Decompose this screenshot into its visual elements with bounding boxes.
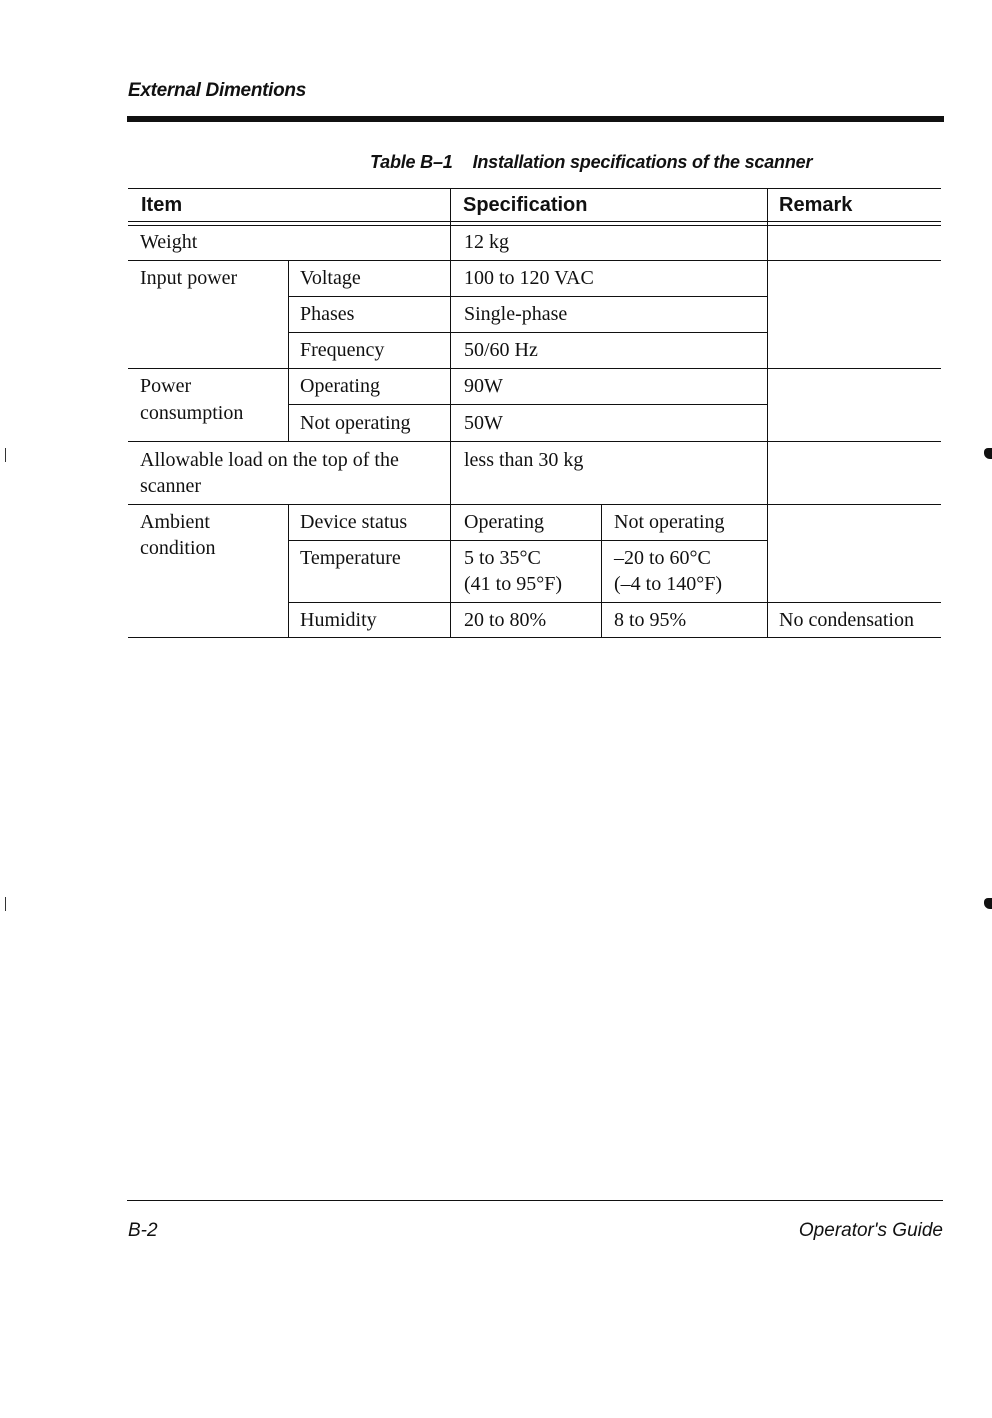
weight-label: Weight bbox=[140, 231, 198, 253]
page-number: B-2 bbox=[128, 1220, 158, 1241]
weight-value: 12 kg bbox=[464, 231, 509, 253]
device-status-label: Device status bbox=[300, 511, 408, 533]
voltage-value: 100 to 120 VAC bbox=[464, 267, 594, 289]
table-caption bbox=[370, 152, 812, 173]
document-name: Operator's Guide bbox=[798, 1220, 943, 1241]
column-rule-specification bbox=[450, 188, 451, 637]
allowable-load-label-line1: Allowable load on the top of the bbox=[140, 449, 399, 471]
row-rule-allowable-load bbox=[128, 504, 941, 505]
column-rule-not-operating bbox=[601, 504, 602, 637]
input-power-label: Input power bbox=[140, 267, 238, 289]
row-rule-voltage bbox=[288, 296, 767, 297]
row-rule-phases bbox=[288, 332, 767, 333]
column-rule-remark bbox=[767, 188, 768, 637]
row-rule-operating bbox=[288, 404, 767, 405]
column-rule-subitem-upper bbox=[288, 260, 289, 441]
device-status-not-operating: Not operating bbox=[614, 511, 725, 533]
humidity-remark: No condensation bbox=[779, 609, 914, 631]
not-operating-value: 50W bbox=[464, 412, 503, 434]
temperature-label: Temperature bbox=[300, 547, 401, 569]
row-rule-temperature bbox=[288, 602, 941, 603]
humidity-operating: 20 to 80% bbox=[464, 609, 547, 631]
power-consumption-label-line2: consumption bbox=[140, 402, 244, 424]
table-bottom-rule bbox=[128, 637, 941, 638]
operating-value: 90W bbox=[464, 375, 503, 397]
column-header-item: Item bbox=[141, 194, 183, 216]
allowable-load-value: less than 30 kg bbox=[464, 449, 584, 471]
ambient-label-line1: Ambient bbox=[140, 511, 210, 533]
power-consumption-label-line1: Power bbox=[140, 375, 192, 397]
row-rule-weight bbox=[128, 260, 941, 261]
temperature-operating-line1: 5 to 35°C bbox=[464, 547, 541, 569]
column-rule-subitem-lower bbox=[288, 504, 289, 637]
table-caption-text: Installation specifications of the scanner bbox=[472, 152, 813, 172]
table-top-rule bbox=[128, 188, 941, 189]
frequency-value: 50/60 Hz bbox=[464, 339, 538, 361]
row-rule-input-power bbox=[128, 368, 941, 369]
right-edge-mark bbox=[984, 898, 992, 909]
phases-value: Single-phase bbox=[464, 303, 568, 325]
left-edge-mark bbox=[5, 448, 6, 462]
humidity-not-operating: 8 to 95% bbox=[614, 609, 687, 631]
temperature-operating-line2: (41 to 95°F) bbox=[464, 573, 562, 595]
temperature-not-operating-line2: (–4 to 140°F) bbox=[614, 573, 722, 595]
not-operating-label: Not operating bbox=[300, 412, 411, 434]
voltage-label: Voltage bbox=[300, 267, 361, 289]
right-edge-mark bbox=[984, 448, 992, 459]
row-rule-power-consumption bbox=[128, 441, 941, 442]
ambient-label-line2: condition bbox=[140, 537, 216, 559]
humidity-label: Humidity bbox=[300, 609, 377, 631]
temperature-not-operating-line1: –20 to 60°C bbox=[614, 547, 711, 569]
section-title: External Dimentions bbox=[128, 80, 307, 101]
operating-label: Operating bbox=[300, 375, 380, 397]
table-caption-number: Table B–1 bbox=[370, 152, 453, 172]
phases-label: Phases bbox=[300, 303, 355, 325]
allowable-load-label-line2: scanner bbox=[140, 475, 202, 497]
device-status-operating: Operating bbox=[464, 511, 544, 533]
column-header-remark: Remark bbox=[779, 194, 853, 216]
column-header-specification: Specification bbox=[463, 194, 588, 216]
row-rule-device-status bbox=[288, 540, 767, 541]
header-rule bbox=[127, 116, 944, 122]
left-edge-mark bbox=[5, 897, 6, 911]
header-rule-lower bbox=[128, 225, 941, 226]
header-rule-upper bbox=[128, 221, 941, 222]
footer-rule bbox=[127, 1200, 943, 1201]
frequency-label: Frequency bbox=[300, 339, 385, 361]
